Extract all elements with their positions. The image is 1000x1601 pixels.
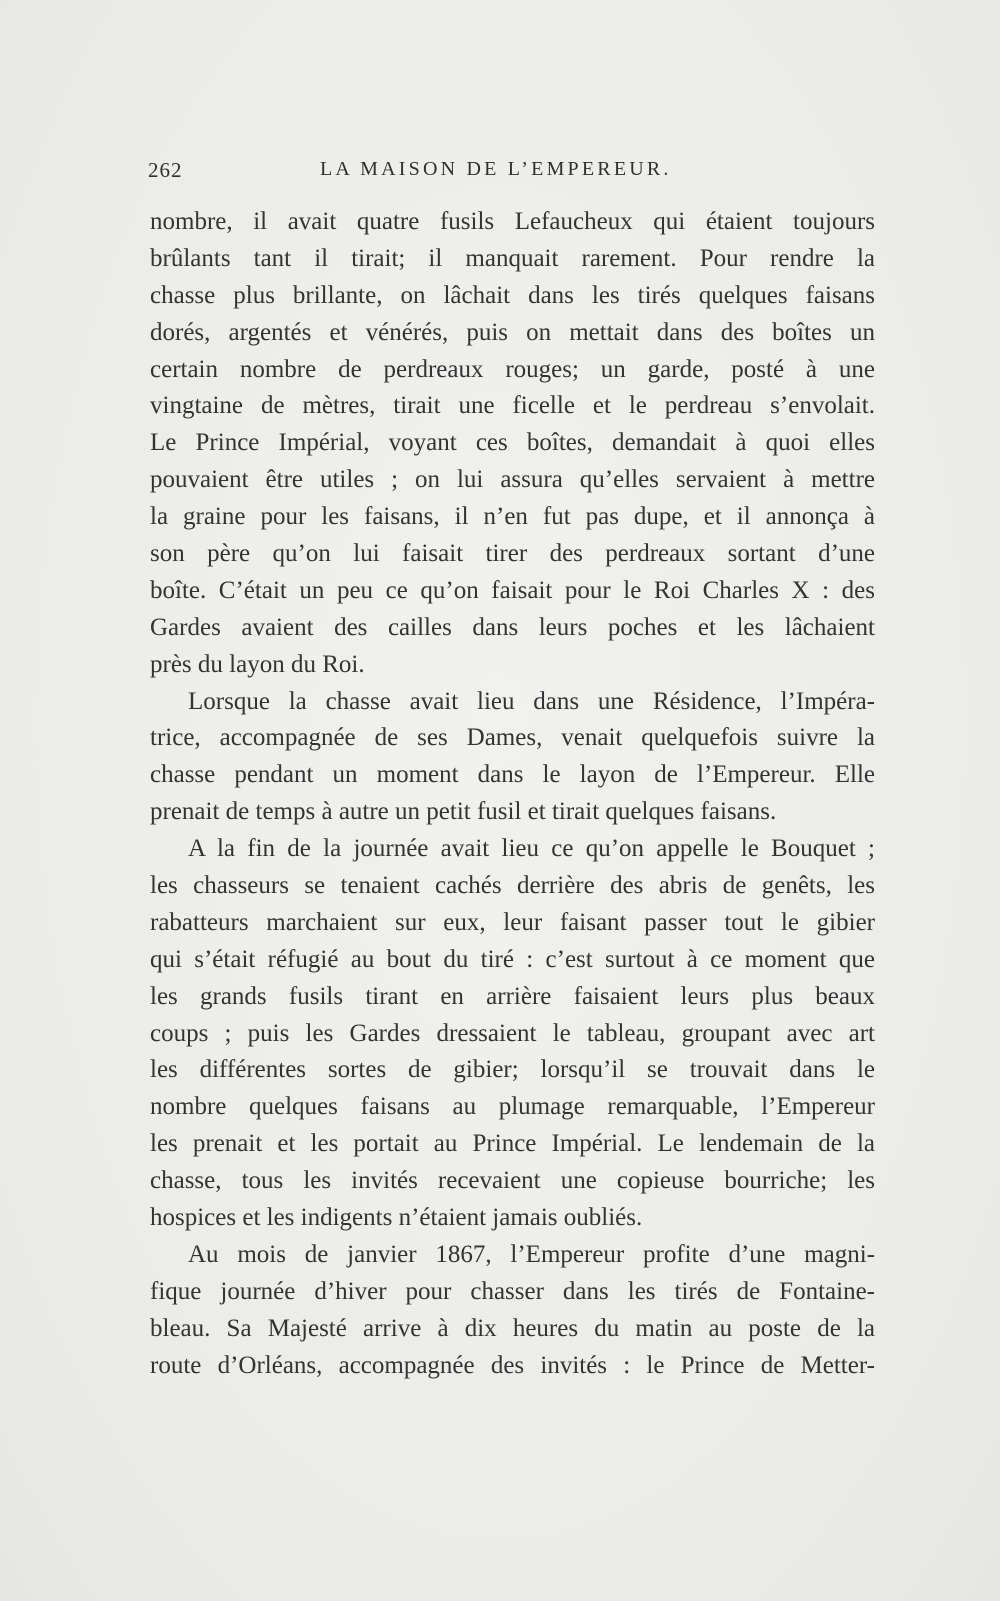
text-line: dorés, argentés et vénérés, puis on mettait dans des boîtes un bbox=[150, 318, 875, 346]
text-line: les prenait et les portait au Prince Impérial. Le lendemain de la bbox=[150, 1130, 875, 1158]
text-line: boîte. C’était un peu ce qu’on faisait pour le Roi Charles X : des bbox=[150, 576, 875, 604]
text-line: hospices et les indigents n’étaient jamais oubliés. bbox=[150, 1204, 643, 1232]
text-line: certain nombre de perdreaux rouges; un garde, posté à une bbox=[150, 355, 875, 383]
text-line: chasse plus brillante, on lâchait dans les tirés quelques faisans bbox=[150, 281, 875, 309]
text-line: les grands fusils tirant en arrière faisaient leurs plus beaux bbox=[150, 982, 875, 1010]
text-line: nombre quelques faisans au plumage remarquable, l’Empereur bbox=[150, 1093, 875, 1121]
paragraph bbox=[150, 204, 875, 684]
page-number: 262 bbox=[148, 158, 183, 182]
text-line: Au mois de janvier 1867, l’Empereur profite d’une magni- bbox=[188, 1240, 875, 1268]
text-line: A la fin de la journée avait lieu ce qu’on appelle le Bouquet ; bbox=[188, 835, 875, 863]
text-line: Lorsque la chasse avait lieu dans une Résidence, l’Impéra- bbox=[188, 687, 875, 715]
text-line: Gardes avaient des cailles dans leurs poches et les lâchaient bbox=[150, 613, 875, 641]
text-line: Le Prince Impérial, voyant ces boîtes, demandait à quoi elles bbox=[150, 429, 875, 457]
text-line: brûlants tant il tirait; il manquait rarement. Pour rendre la bbox=[150, 244, 875, 272]
text-line: près du layon du Roi. bbox=[150, 650, 365, 678]
text-line: vingtaine de mètres, tirait une ficelle et le perdreau s’envolait. bbox=[150, 392, 875, 420]
body-text bbox=[150, 204, 875, 1385]
text-line: route d’Orléans, accompagnée des invités : le Prince de Metter- bbox=[150, 1351, 875, 1379]
paragraph bbox=[150, 1237, 875, 1385]
text-line: pouvaient être utiles ; on lui assura qu’elles servaient à mettre bbox=[150, 466, 875, 494]
text-line: coups ; puis les Gardes dressaient le tableau, groupant avec art bbox=[150, 1019, 875, 1047]
paragraph bbox=[150, 684, 875, 832]
text-line: les différentes sortes de gibier; lorsqu’il se trouvait dans le bbox=[150, 1056, 875, 1084]
text-line: la graine pour les faisans, il n’en fut pas dupe, et il annonça à bbox=[150, 503, 875, 531]
text-line: chasse pendant un moment dans le layon de l’Empereur. Elle bbox=[150, 761, 875, 789]
text-line: qui s’était réfugié au bout du tiré : c’est surtout à ce moment que bbox=[150, 945, 875, 973]
text-line: fique journée d’hiver pour chasser dans les tirés de Fontaine- bbox=[150, 1277, 875, 1305]
running-title: LA MAISON DE L’EMPEREUR. bbox=[320, 158, 672, 180]
paragraph bbox=[150, 831, 875, 1237]
text-line: les chasseurs se tenaient cachés derrière des abris de genêts, les bbox=[150, 872, 875, 900]
text-line: rabatteurs marchaient sur eux, leur faisant passer tout le gibier bbox=[150, 908, 875, 936]
running-header bbox=[148, 158, 868, 188]
text-line: chasse, tous les invités recevaient une copieuse bourriche; les bbox=[150, 1167, 875, 1195]
text-line: bleau. Sa Majesté arrive à dix heures du matin au poste de la bbox=[150, 1314, 875, 1342]
text-line: son père qu’on lui faisait tirer des perdreaux sortant d’une bbox=[150, 540, 875, 568]
text-line: trice, accompagnée de ses Dames, venait quelquefois suivre la bbox=[150, 724, 875, 752]
text-line: nombre, il avait quatre fusils Lefaucheux qui étaient toujours bbox=[150, 208, 875, 235]
text-line: prenait de temps à autre un petit fusil et tirait quelques faisans. bbox=[150, 798, 777, 826]
